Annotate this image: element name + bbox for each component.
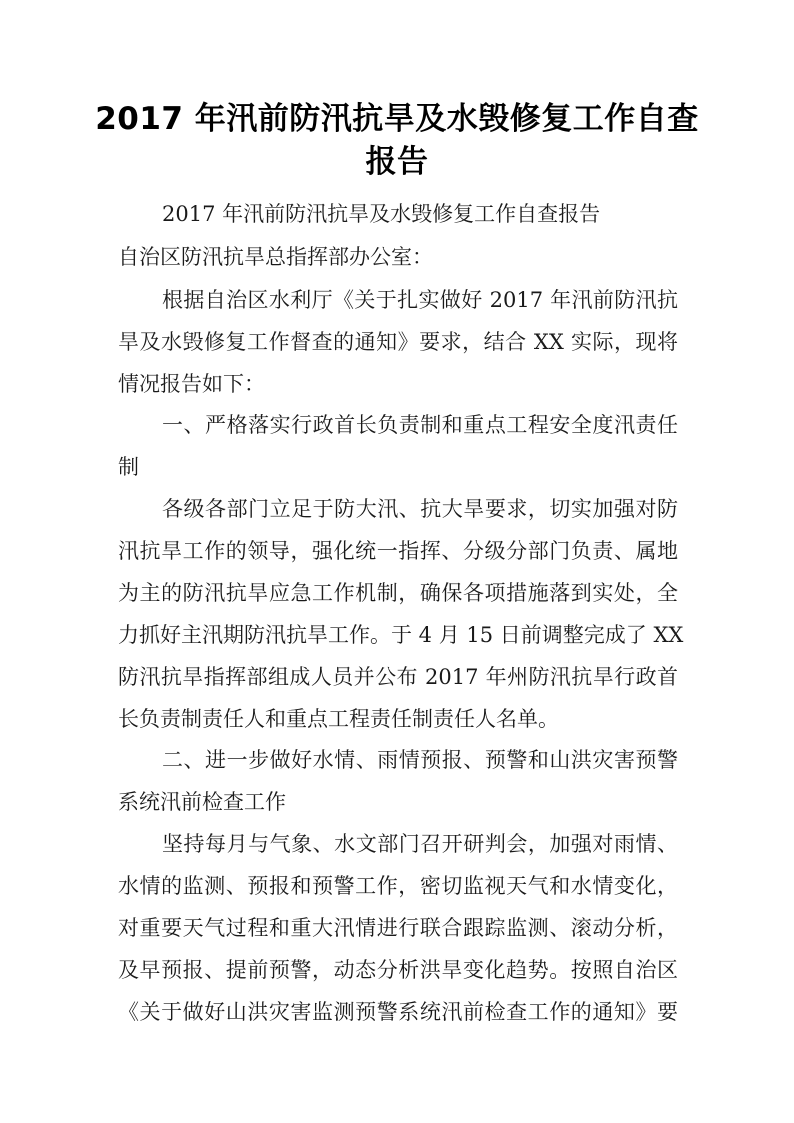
paragraph-line: 水情的监测、预报和预警工作，密切监视天气和水情变化，: [118, 874, 678, 898]
section-heading-line: 系统汛前检查工作: [118, 790, 286, 814]
section-heading-line: 一、严格落实行政首长负责制和重点工程安全度汛责任: [162, 413, 678, 437]
document-title-line-2: 报告: [365, 144, 429, 180]
paragraph-line: 长负责制责任人和重点工程责任制责任人名单。: [118, 707, 559, 731]
paragraph-line: 坚持每月与气象、水文部门召开研判会，加强对雨情、: [162, 832, 678, 856]
section-heading-line: 二、进一步做好水情、雨情预报、预警和山洪灾害预警: [162, 748, 678, 772]
paragraph-line: 及早预报、提前预警，动态分析洪旱变化趋势。按照自治区: [118, 958, 678, 982]
paragraph-line: 旱及水毁修复工作督查的通知》要求，结合 XX 实际，现将: [118, 330, 678, 354]
paragraph-line: 根据自治区水利厅《关于扎实做好 2017 年汛前防汛抗: [162, 288, 678, 312]
paragraph-line: 对重要天气过程和重大汛情进行联合跟踪监测、滚动分析，: [118, 916, 678, 940]
paragraph-line: 力抓好主汛期防汛抗旱工作。于 4 月 15 日前调整完成了 XX: [118, 623, 684, 647]
paragraph-line: 为主的防汛抗旱应急工作机制，确保各项措施落到实处，全: [118, 581, 678, 605]
document-title-line-1: 2017 年汛前防汛抗旱及水毁修复工作自查: [95, 101, 699, 137]
subtitle-line: 2017 年汛前防汛抗旱及水毁修复工作自查报告: [162, 202, 601, 226]
paragraph-line: 防汛抗旱指挥部组成人员并公布 2017 年州防汛抗旱行政首: [118, 665, 678, 689]
paragraph-line: 各级各部门立足于防大汛、抗大旱要求，切实加强对防: [162, 497, 678, 521]
section-heading-line: 制: [118, 455, 139, 479]
paragraph-line: 《关于做好山洪灾害监测预警系统汛前检查工作的通知》要: [118, 1000, 678, 1024]
paragraph-line: 情况报告如下：: [118, 372, 265, 396]
paragraph-line: 汛抗旱工作的领导，强化统一指挥、分级分部门负责、属地: [118, 539, 678, 563]
addressee-line: 自治区防汛抗旱总指挥部办公室：: [118, 245, 433, 269]
